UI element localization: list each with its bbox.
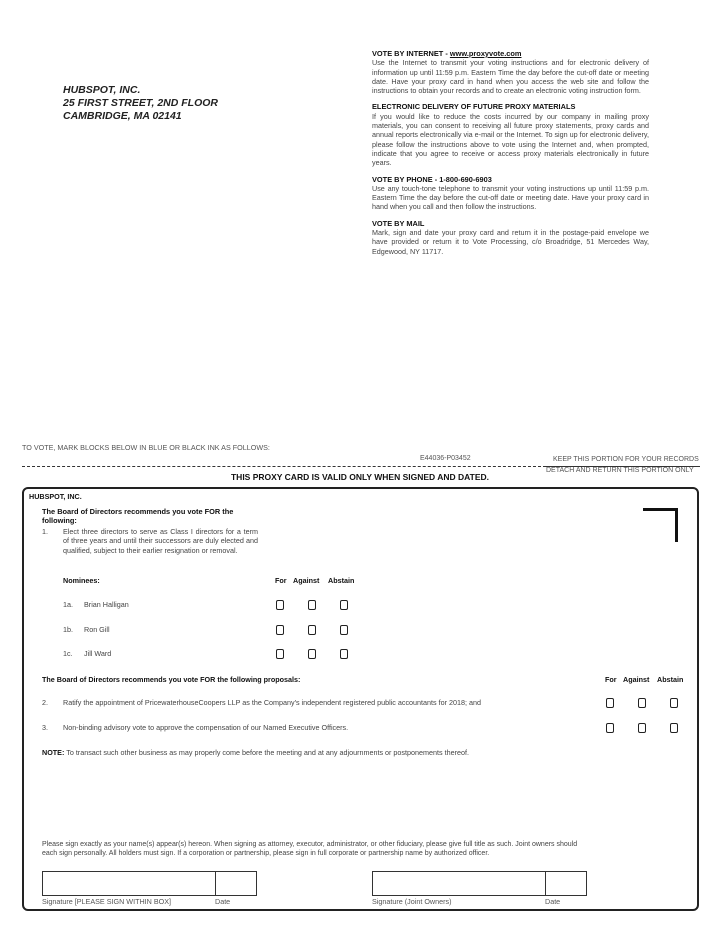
against-checkbox[interactable] (308, 600, 316, 610)
note-line (42, 748, 469, 757)
detach-line (22, 466, 546, 467)
col-abstain-header: Abstain (328, 576, 355, 585)
nominees-label: Nominees: (63, 576, 100, 585)
abstain-checkbox[interactable] (340, 600, 348, 610)
joint-date-label: Date (545, 897, 561, 906)
nominee-name: Jill Ward (84, 649, 112, 658)
nominee-number: 1a. (63, 600, 73, 609)
nominee-row (0, 600, 720, 612)
vote-phone-text: Use any touch-tone telephone to transmit your voting instructions up until 11:59 p.m. Eastern Time the day before the cut-off date or meeting date. Have your proxy card in hand when you call and then follow the instructions. (372, 183, 649, 212)
date-label: Date (215, 897, 231, 906)
edelivery-heading: ELECTRONIC DELIVERY OF FUTURE PROXY MATERIALS (372, 102, 576, 112)
valid-notice: THIS PROXY CARD IS VALID ONLY WHEN SIGNED AND DATED. (230, 472, 490, 482)
nominee-row (0, 625, 720, 637)
against-checkbox[interactable] (308, 649, 316, 659)
against-checkbox[interactable] (638, 723, 646, 733)
control-code: E44036-P03452 (420, 455, 471, 462)
item-1-number: 1. (42, 527, 48, 536)
abstain-checkbox[interactable] (670, 698, 678, 708)
board-recommendation-1: The Board of Directors recommends you vote FOR the following: (42, 507, 234, 525)
note-text: To transact such other business as may properly come before the meeting and at any adjournments or postponements thereof. (64, 748, 469, 757)
for-checkbox[interactable] (606, 723, 614, 733)
joint-signature-box[interactable] (372, 871, 587, 896)
nominee-row (0, 649, 720, 661)
against-checkbox[interactable] (308, 625, 316, 635)
col-for-header: For (275, 576, 287, 585)
note-label: NOTE: (42, 748, 65, 757)
proposal-col-against-header: Against (623, 675, 650, 684)
registration-corner-mark (643, 508, 678, 542)
proposal-text: Non-binding advisory vote to approve the compensation of our Named Executive Officers. (63, 723, 349, 732)
proposal-text: Ratify the appointment of PricewaterhouseCoopers LLP as the Company's independent registered public accountants for 2018; and (63, 698, 481, 707)
joint-signature-date-divider (545, 872, 546, 895)
for-checkbox[interactable] (276, 600, 284, 610)
proposal-row (0, 723, 720, 735)
voting-instructions (372, 49, 649, 263)
card-company-name: HUBSPOT, INC. (29, 492, 82, 501)
board-recommendation-2: The Board of Directors recommends you vote FOR the following proposals: (42, 675, 301, 684)
abstain-checkbox[interactable] (340, 625, 348, 635)
address-line-2: 25 FIRST STREET, 2ND FLOOR (63, 97, 218, 109)
mailing-address (63, 84, 218, 123)
signing-instructions: Please sign exactly as your name(s) appear(s) hereon. When signing as attorney, executor, administrator, or other fiduciary, please give full title as such. Joint owners should each sign personally. All holders must sign. If a corporation or partnership, please sign in full corporate or partnership name by authorized officer. (42, 841, 578, 858)
vote-phone-heading: VOTE BY PHONE - 1-800-690-6903 (372, 174, 492, 184)
abstain-checkbox[interactable] (670, 723, 678, 733)
proposal-col-for-header: For (605, 675, 617, 684)
for-checkbox[interactable] (276, 625, 284, 635)
abstain-checkbox[interactable] (340, 649, 348, 659)
proposal-number: 3. (42, 723, 48, 732)
proposal-col-abstain-header: Abstain (657, 675, 684, 684)
vote-internet-heading: VOTE BY INTERNET - www.proxyvote.com (372, 49, 522, 58)
signature-label: Signature [PLEASE SIGN WITHIN BOX] (42, 897, 172, 906)
vote-mail-text: Mark, sign and date your proxy card and return it in the postage-paid envelope we have provided or return it to Vote Processing, c/o Broadridge, 51 Mercedes Way, Edgewood, NY 11717. (372, 228, 649, 256)
item-1-text: Elect three directors to serve as Class I directors for a term of three years and until their successors are duly elected and qualified, subject to their earlier resignation or removal. (63, 527, 258, 555)
vote-internet-text: Use the Internet to transmit your voting instructions and for electronic delivery of information up until 11:59 p.m. Eastern Time the day before the cut-off date or meeting date. Have your proxy card in hand when you access the web site and follow the instructions to obtain your records and to create an electronic voting instruction form. (372, 58, 649, 96)
joint-signature-label: Signature (Joint Owners) (372, 897, 452, 906)
against-checkbox[interactable] (638, 698, 646, 708)
for-checkbox[interactable] (606, 698, 614, 708)
detach-portion-label: DETACH AND RETURN THIS PORTION ONLY (546, 467, 694, 474)
col-against-header: Against (293, 576, 320, 585)
nominee-number: 1c. (63, 649, 73, 658)
proxyvote-link[interactable]: www.proxyvote.com (449, 49, 522, 58)
edelivery-section (372, 102, 649, 167)
address-line-3: CAMBRIDGE, MA 02141 (63, 110, 182, 122)
keep-portion-label: KEEP THIS PORTION FOR YOUR RECORDS (553, 456, 699, 463)
for-checkbox[interactable] (276, 649, 284, 659)
to-vote-instruction: TO VOTE, MARK BLOCKS BELOW IN BLUE OR BLACK INK AS FOLLOWS: (22, 443, 270, 452)
edelivery-text: If you would like to reduce the costs incurred by our company in mailing proxy materials, you can consent to receiving all future proxy statements, proxy cards and annual reports electronically via e-mail or the Internet. To sign up for electronic delivery, please follow the instructions above to vote using the Internet and, when prompted, indicate that you agree to receive or access proxy materials electronically in future years. (372, 111, 649, 168)
signature-box[interactable] (42, 871, 257, 896)
signature-date-divider (215, 872, 216, 895)
nominee-number: 1b. (63, 625, 73, 634)
vote-mail-section (372, 219, 649, 256)
vote-phone-section (372, 175, 649, 212)
nominee-name: Ron Gill (84, 625, 110, 634)
nominee-name: Brian Halligan (84, 600, 129, 609)
vote-mail-heading: VOTE BY MAIL (372, 218, 425, 228)
proposal-row (0, 698, 720, 710)
proposal-number: 2. (42, 698, 48, 707)
address-line-1: HUBSPOT, INC. (63, 84, 141, 96)
vote-internet-section (372, 49, 649, 95)
